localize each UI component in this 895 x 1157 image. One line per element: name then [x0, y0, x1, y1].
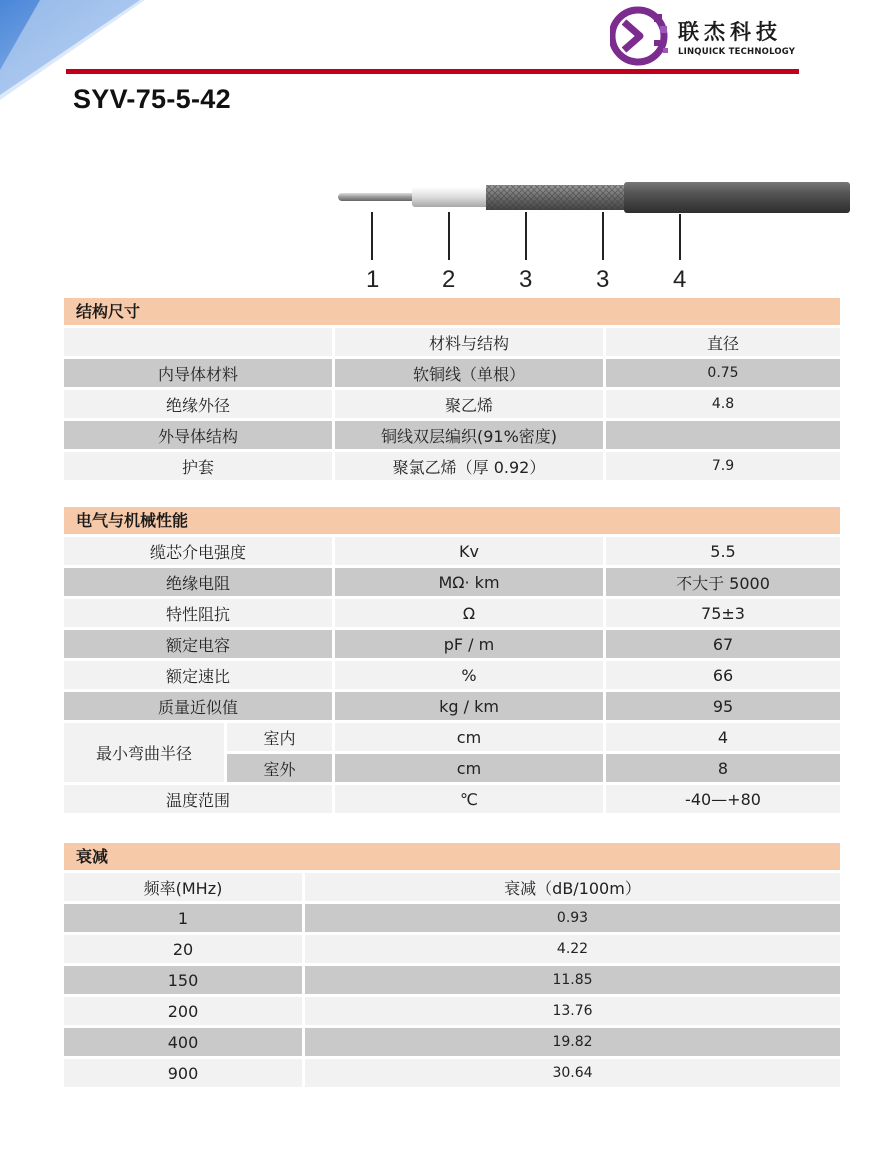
outer-jacket: [624, 182, 850, 213]
logo-mark-icon: [610, 6, 672, 66]
table-row: [64, 966, 840, 994]
unit-value: ℃: [335, 785, 603, 813]
frequency-value: 150: [64, 966, 302, 994]
frequency-value: 1: [64, 904, 302, 932]
row-label: 绝缘电阻: [64, 568, 332, 596]
attenuation-value: 11.85: [305, 966, 840, 994]
attenuation-value: 0.93: [305, 904, 840, 932]
row-label: 温度范围: [64, 785, 332, 813]
unit-value: kg / km: [335, 692, 603, 720]
spec-value: 8: [606, 754, 840, 782]
row-label: 外导体结构: [64, 421, 332, 449]
outer-braid: [486, 185, 626, 210]
diameter-value: [606, 421, 840, 449]
header-divider: [66, 69, 799, 74]
frequency-value: 900: [64, 1059, 302, 1087]
logo-english-name: LINQUICK TECHNOLOGY: [678, 47, 796, 57]
table-row: [64, 537, 840, 565]
cable-label: 2: [442, 266, 456, 293]
table-row: [64, 390, 840, 418]
row-label: 特性阻抗: [64, 599, 332, 627]
material-value: 软铜线（单根）: [335, 359, 603, 387]
sub-label: 室外: [227, 754, 332, 782]
table-row: [64, 661, 840, 689]
spec-value: 95: [606, 692, 840, 720]
frequency-value: 200: [64, 997, 302, 1025]
table-row: [64, 785, 840, 813]
table-row: [227, 723, 840, 751]
attenuation-section: [64, 843, 840, 1090]
unit-value: pF / m: [335, 630, 603, 658]
frequency-value: 400: [64, 1028, 302, 1056]
spec-value: 67: [606, 630, 840, 658]
row-label: 质量近似值: [64, 692, 332, 720]
attenuation-value: 4.22: [305, 935, 840, 963]
material-value: 聚氯乙烯（厚 0.92）: [335, 452, 603, 480]
electrical-section: [64, 507, 840, 816]
cable-label: 1: [366, 266, 380, 293]
table-row: [64, 568, 840, 596]
spec-value: 66: [606, 661, 840, 689]
spec-value: 不大于 5000: [606, 568, 840, 596]
column-header: 衰减（dB/100m）: [305, 873, 840, 901]
logo-chinese-name: 联杰科技: [678, 20, 782, 44]
table-row: [227, 754, 840, 782]
attenuation-value: 30.64: [305, 1059, 840, 1087]
insulation-layer: [412, 187, 490, 207]
table-row: [64, 692, 840, 720]
table-row: [64, 421, 840, 449]
table-row: [64, 452, 840, 480]
section-heading: 电气与机械性能: [64, 507, 840, 534]
unit-value: cm: [335, 723, 603, 751]
column-header: 直径: [606, 328, 840, 356]
unit-value: cm: [335, 754, 603, 782]
spec-value: 75±3: [606, 599, 840, 627]
table-row: [64, 630, 840, 658]
material-value: 铜线双层编织(91%密度): [335, 421, 603, 449]
bend-radius-group: [64, 723, 840, 782]
row-label: 额定速比: [64, 661, 332, 689]
company-logo: [610, 6, 810, 66]
table-row: [64, 359, 840, 387]
row-label: 最小弯曲半径: [64, 723, 224, 782]
table-row: [64, 904, 840, 932]
unit-value: Kv: [335, 537, 603, 565]
row-label: 额定电容: [64, 630, 332, 658]
material-value: 聚乙烯: [335, 390, 603, 418]
unit-value: %: [335, 661, 603, 689]
unit-value: MΩ· km: [335, 568, 603, 596]
row-label: 绝缘外径: [64, 390, 332, 418]
column-header: 材料与结构: [335, 328, 603, 356]
frequency-value: 20: [64, 935, 302, 963]
sub-label: 室内: [227, 723, 332, 751]
section-heading: 结构尺寸: [64, 298, 840, 325]
diameter-value: 0.75: [606, 359, 840, 387]
table-row: [64, 1059, 840, 1087]
column-header: [64, 328, 332, 356]
page-title: SYV-75-5-42: [73, 84, 231, 114]
cable-illustration: [330, 178, 850, 296]
attenuation-value: 13.76: [305, 997, 840, 1025]
table-header-row: [64, 328, 840, 356]
table-row: [64, 599, 840, 627]
spec-value: -40—+80: [606, 785, 840, 813]
table-row: [64, 1028, 840, 1056]
cable-label: 3: [596, 266, 610, 293]
diameter-value: 4.8: [606, 390, 840, 418]
cable-label: 4: [673, 266, 687, 293]
column-header: 频率(MHz): [64, 873, 302, 901]
attenuation-value: 19.82: [305, 1028, 840, 1056]
table-row: [64, 997, 840, 1025]
structure-section: [64, 298, 840, 483]
section-heading: 衰减: [64, 843, 840, 870]
table-row: [64, 935, 840, 963]
spec-value: 5.5: [606, 537, 840, 565]
row-label: 护套: [64, 452, 332, 480]
table-header-row: [64, 873, 840, 901]
row-label: 缆芯介电强度: [64, 537, 332, 565]
spec-value: 4: [606, 723, 840, 751]
row-label: 内导体材料: [64, 359, 332, 387]
diameter-value: 7.9: [606, 452, 840, 480]
cable-label: 3: [519, 266, 533, 293]
inner-conductor: [338, 193, 418, 201]
unit-value: Ω: [335, 599, 603, 627]
